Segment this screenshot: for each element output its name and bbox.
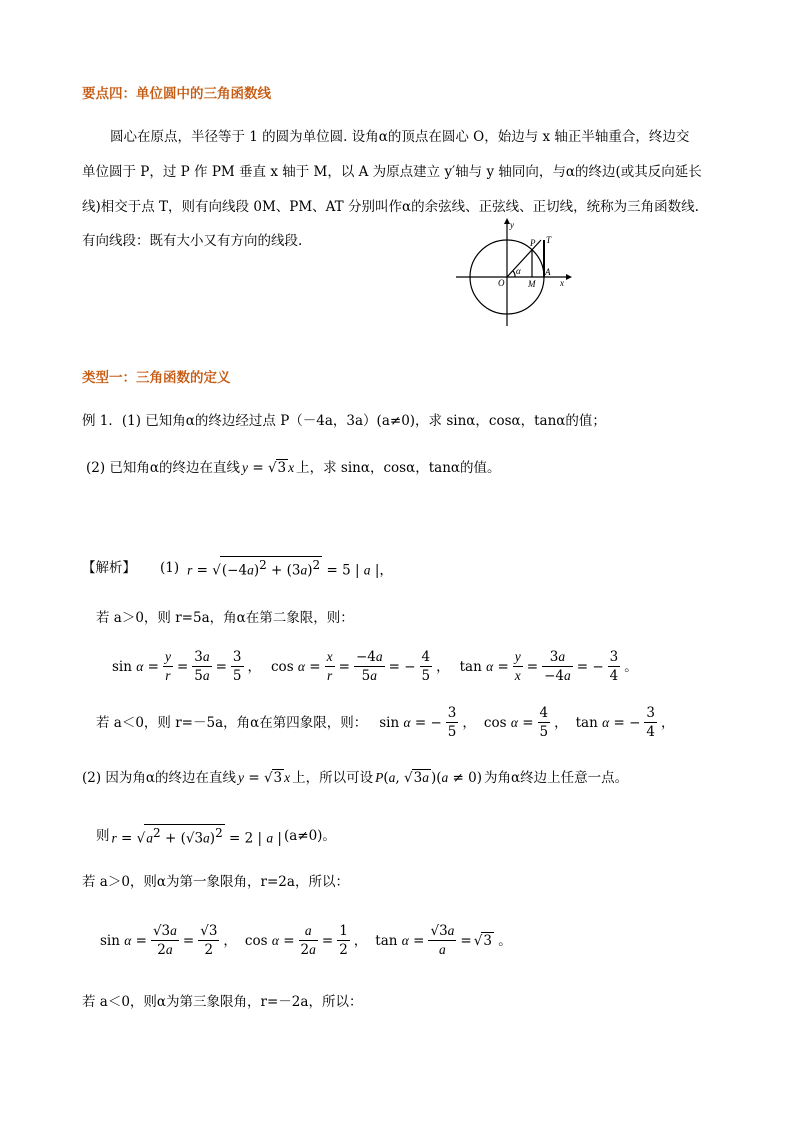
example-1-part-2 (86, 458, 501, 478)
example-1-part-2-text-a: (2) 已知角α的终边在直线 (86, 460, 241, 476)
example-1-part-1: 例 1．(1) 已知角α的终边经过点 P（－4a，3a）(a≠0)，求 sinα，cosα，tanα的值； (82, 413, 606, 429)
frac-3-4: $\frac{3}{4}$ (609, 649, 619, 684)
label-x: x (560, 278, 564, 288)
case-a-positive: 若 a＞0，则 r=5a，角α在第二象限，则： (96, 610, 354, 626)
frac-a-2a: $\frac{a}{2a}$ (300, 923, 316, 958)
solution-part-2 (82, 768, 628, 788)
example-1-part-2-text-b: 上，求 sinα，cosα，tanα的值。 (296, 460, 501, 476)
label-y: y (510, 220, 514, 230)
r-line-suffix: (a≠0)。 (283, 828, 336, 845)
point-p-expression: P(a, √3a )(a ≠ 0) (375, 770, 483, 786)
section-heading-trig-definition: 类型一：三角函数的定义 (82, 370, 231, 386)
solution-part-1-r (82, 556, 393, 581)
paragraph-line-4: 有向线段：既有大小又有方向的线段. (82, 233, 303, 249)
r-equation-1: $r = √(-4a)^2 + (3a)^2 = 5$ | a |， (187, 558, 393, 579)
label-a: A (545, 267, 551, 277)
frac-y-x: $\frac{y}{x}$ (514, 649, 521, 683)
frac-3a-5a: $\frac{3a}{5a}$ (194, 649, 210, 684)
paragraph-line-1: 圆心在原点，半径等于 1 的圆为单位圆. 设角α的顶点在圆心 O，始边与 x 轴正半轴重合，终边交 (110, 129, 690, 145)
angle-arc (513, 271, 515, 277)
case-a-negative: 若 a＜0，则 r=－5a，角α在第四象限，则： (96, 714, 368, 731)
frac-4-5: $\frac{4}{5}$ (421, 649, 431, 684)
terminal-side (507, 240, 541, 277)
frac-sqrt3-2: $\frac{√3}{2}$ (200, 923, 218, 958)
frac-sqrt3a-a: $\frac{√3a}{a}$ (430, 923, 455, 957)
cos-result-1: cos α = (271, 658, 321, 675)
unit-circle-figure (448, 218, 578, 330)
label-p: P (530, 238, 536, 248)
paragraph-line-3: 线)相交于点 T，则有向线段 0M、PM、AT 分别叫作α的余弦线、正弦线、正切线，统称为三角函数线. (82, 199, 699, 215)
frac-3-5: $\frac{3}{5}$ (232, 649, 242, 684)
frac-x-r: $\frac{x}{r}$ (326, 649, 333, 683)
solution-part-2-text-b: 上，所以可设 (292, 770, 374, 786)
case-4: 若 a＜0，则α为第三象限角，r=－2a，所以： (82, 994, 363, 1010)
r-line-prefix: 则 (96, 828, 110, 845)
label-t: T (546, 235, 552, 245)
tan-result-1: tan α = (459, 658, 509, 675)
frac-1-2: $\frac{1}{2}$ (339, 923, 348, 958)
case-1-results: sin α = $\frac{y}{r}$ = $\frac{3a}{5a}$ = $\frac{3}{5}$ ， cos α = $\frac{x}{r}$ = $\frac{-4a}{5a}$ = − $\frac{4}{5}$ ， tan α = $\frac{y}{x}$ = $\frac{3a}{-4a}$ = − $\frac{3}{4}$ 。 (112, 649, 638, 684)
x-arrow (566, 274, 572, 280)
r-equation-2: $r = √a^2 + (√3a)^2 = 2$ | a | (111, 826, 282, 847)
solution-part-2-line-eq: y = √3 x (238, 770, 291, 786)
paragraph-line-2: 单位圆于 P，过 P 作 PM 垂直 x 轴于 M，以 A 为原点建立 y′轴与 y 轴同向，与α的终边(或其反向延长 (82, 164, 702, 180)
solution-tag: 【解析】 (82, 560, 136, 577)
frac-y-r: $\frac{y}{r}$ (164, 649, 171, 683)
frac-3-4-b: $\frac{3}{4}$ (646, 705, 655, 740)
frac-sqrt3a-2a: $\frac{√3a}{2a}$ (152, 923, 177, 958)
frac-3-5-b: $\frac{3}{5}$ (447, 705, 457, 740)
case-3-results: sin α = $\frac{√3a}{2a}$ = $\frac{√3}{2}$ ， cos α = $\frac{a}{2a}$ = $\frac{1}{2}$ ， tan α = $\frac{√3a}{a}$ = √3 。 (100, 923, 512, 958)
frac-neg4a-5a: $\frac{-4a}{5a}$ (355, 649, 383, 684)
solution-part-2-text-c: 为角α终边上任意一点。 (484, 770, 629, 786)
solution-part-2-text-a: (2) 因为角α的终边在直线 (82, 770, 237, 786)
label-o: O (498, 278, 505, 288)
solution-part-1-prefix: (1) (160, 560, 180, 577)
frac-3a-neg4a: $\frac{3a}{-4a}$ (544, 649, 571, 684)
case-2-line: 若 a＜0，则 r=－5a，角α在第四象限，则： sin α = − $\frac{3}{5}$ ， cos α = $\frac{4}{5}$ ， tan α = − $\frac{3}{4}$ ， (96, 705, 675, 740)
example-1-part-2-equation: y = √3 x (242, 460, 295, 476)
r-line-2 (96, 824, 336, 849)
frac-4-5-b: $\frac{4}{5}$ (539, 705, 549, 740)
label-alpha: α (516, 266, 521, 276)
label-m: M (528, 279, 536, 289)
sin-result-1: sin α = (112, 658, 159, 675)
case-3: 若 a＞0，则α为第一象限角，r=2a，所以： (82, 874, 349, 890)
section-heading-unit-circle: 要点四：单位圆中的三角函数线 (82, 86, 271, 102)
